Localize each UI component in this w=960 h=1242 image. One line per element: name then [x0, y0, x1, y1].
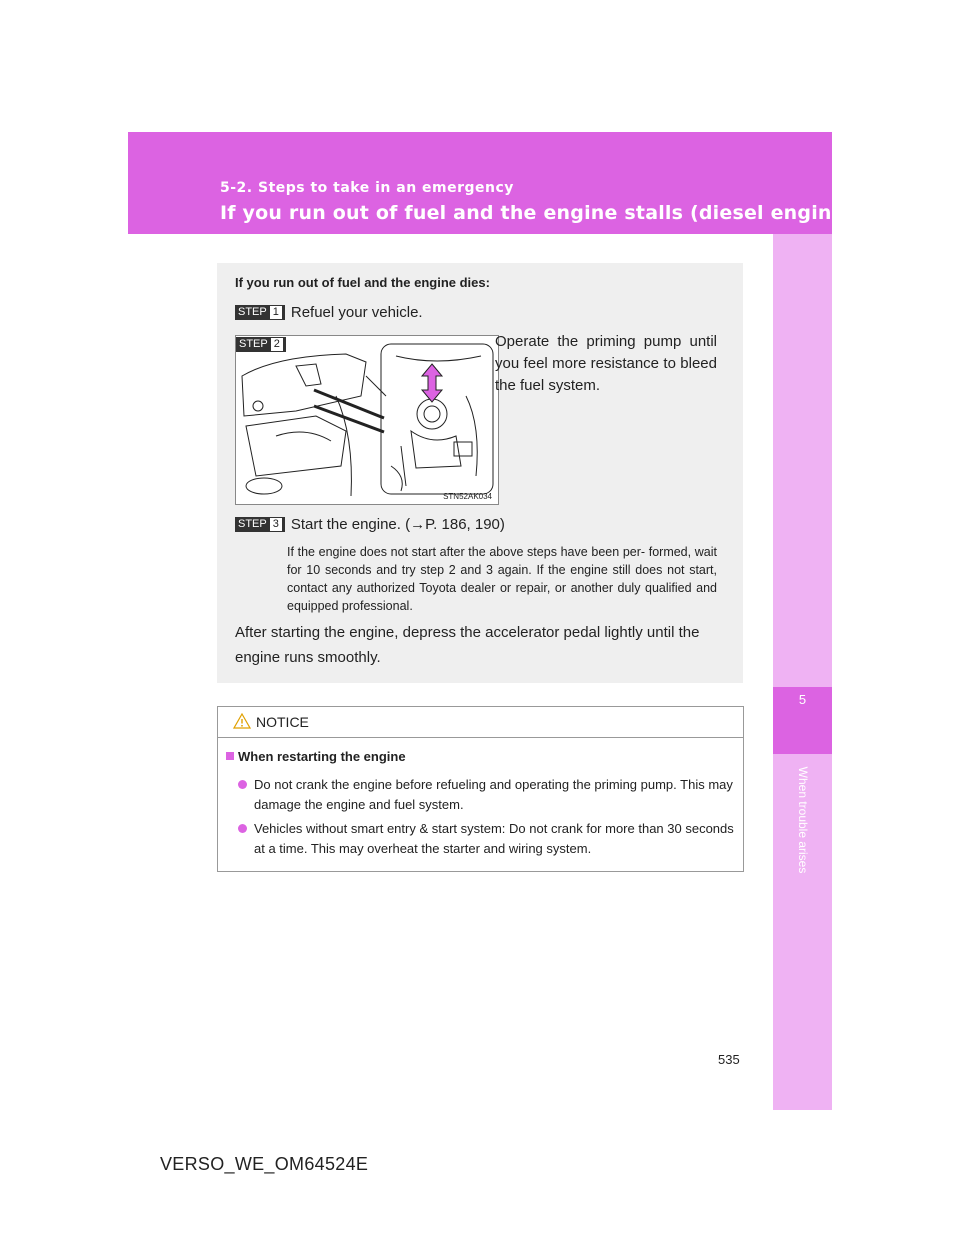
step-1-text: Refuel your vehicle. [290, 303, 423, 321]
page-number: 535 [718, 1052, 740, 1067]
header-band [128, 132, 854, 234]
chapter-label: When trouble arises [796, 766, 810, 874]
priming-pump-figure [235, 335, 499, 505]
warning-icon [233, 713, 251, 729]
document-code: VERSO_WE_OM64524E [160, 1154, 369, 1174]
engine-bay-illustration [236, 336, 498, 504]
square-bullet-icon [226, 752, 234, 760]
page-title: If you run out of fuel and the engine stalls (diesel engine) [220, 202, 854, 224]
chapter-number: 5 [798, 692, 807, 707]
step-badge: STEP 2 [236, 337, 286, 352]
closing-instruction: After starting the engine, depress the accelerator pedal lightly until the engine runs smoothly. [235, 624, 700, 666]
chapter-tab[interactable] [773, 687, 832, 754]
procedure-panel [217, 263, 743, 683]
procedure-intro: If you run out of fuel and the engine dies: [235, 275, 490, 290]
notice-box [217, 706, 744, 872]
step-2-text: Operate the priming pump until you feel more resistance to bleed the fuel system. [495, 333, 717, 394]
pump-arrow-icon [422, 364, 442, 402]
notice-subheading: When restarting the engine [226, 749, 406, 764]
side-tab [773, 234, 832, 1110]
step-3 [235, 515, 505, 533]
bullet-icon [238, 780, 247, 789]
step-badge: STEP 3 [235, 517, 285, 532]
notice-item: Do not crank the engine before refueling and operating the priming pump. This may damage the engine and fuel system. [254, 775, 740, 815]
step-3-text: Start the engine. (→P. 186, 190) [290, 515, 505, 533]
section-label: 5-2. Steps to take in an emergency [220, 180, 514, 196]
bullet-icon [238, 824, 247, 833]
step-1 [235, 303, 423, 321]
step-3-note: If the engine does not start after the above steps have been per- formed, wait for 10 seconds and try step 2 and 3 again. If the engine still does not start, contact any authorized Toyota dealer or repair, or another duly qualified and equipped professional. [287, 545, 717, 613]
notice-item: Vehicles without smart entry & start system: Do not crank for more than 30 seconds at a time. This may overheat the starter and wiring system. [254, 819, 740, 859]
notice-header [218, 707, 743, 738]
figure-caption: STN52AK034 [443, 492, 492, 501]
step-badge: STEP 1 [235, 305, 285, 320]
notice-title: NOTICE [256, 714, 309, 730]
